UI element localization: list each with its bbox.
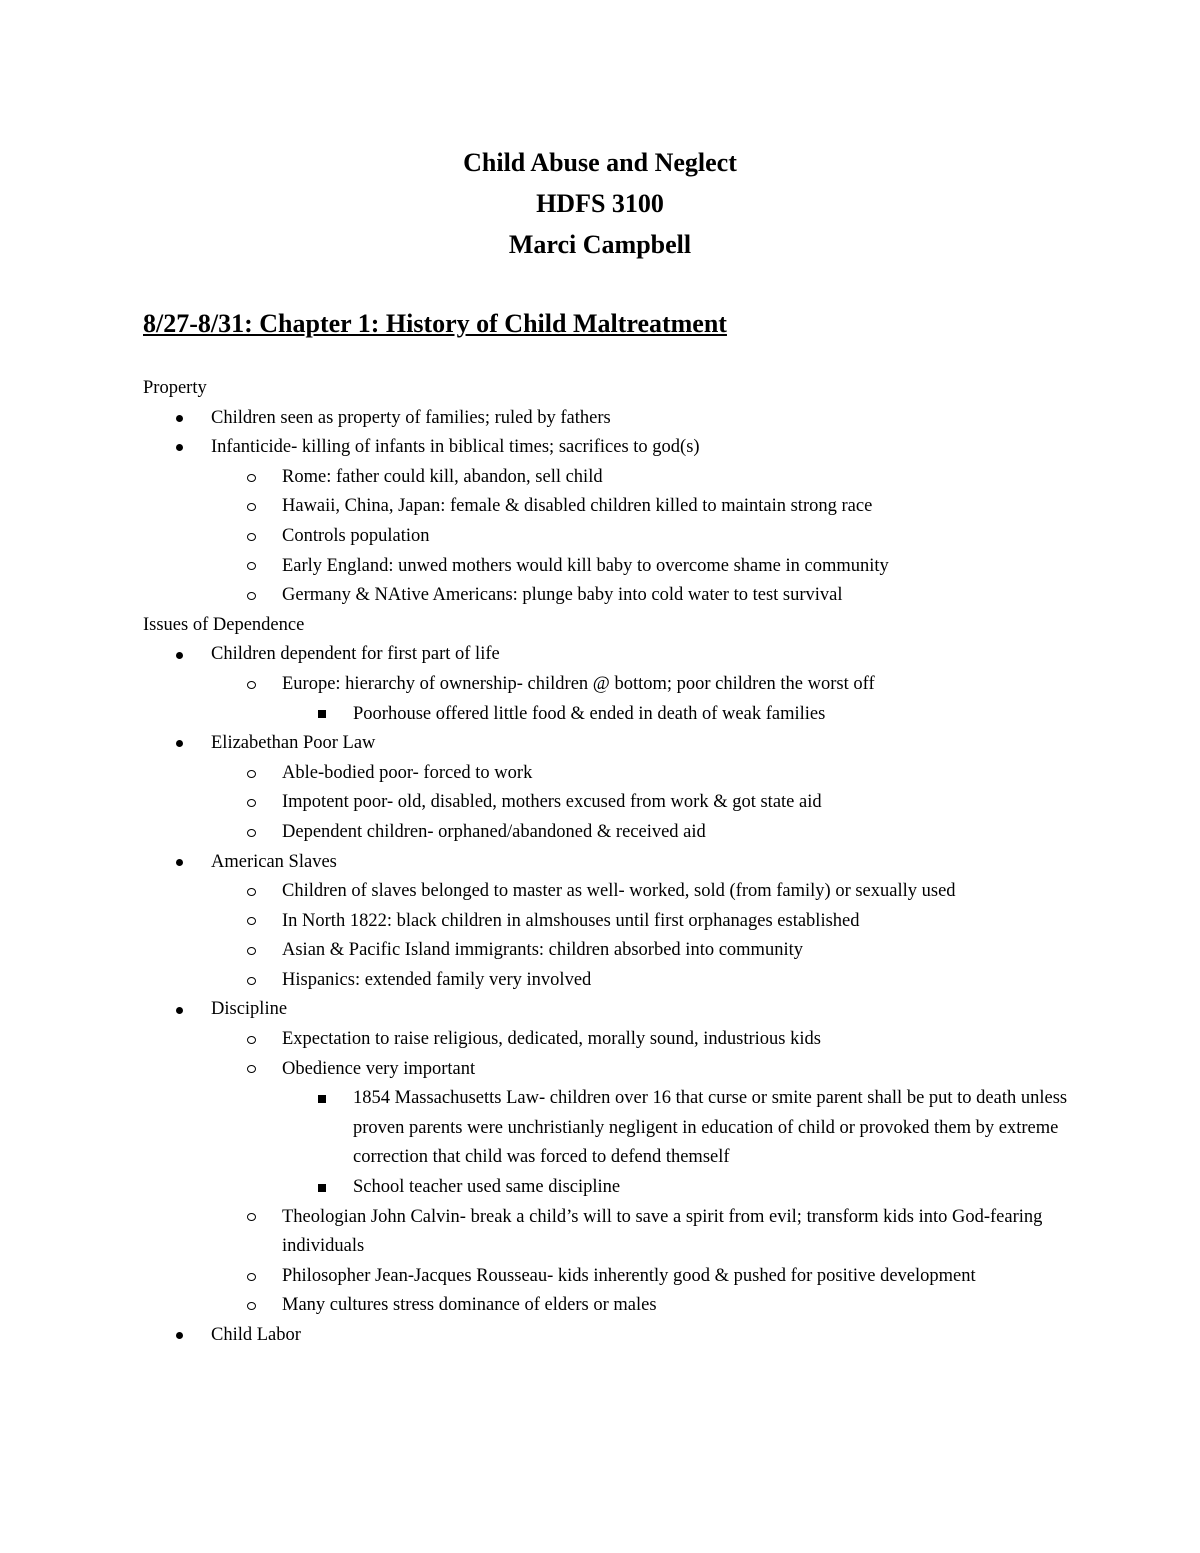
bullet-circle-icon bbox=[247, 1025, 256, 1055]
outline-item-level-3 bbox=[143, 700, 1073, 730]
outline-text: Europe: hierarchy of ownership- children @ bottom; poor children the worst off bbox=[282, 673, 875, 694]
bullet-circle-icon bbox=[247, 966, 256, 996]
outline-item-level-2 bbox=[143, 936, 1073, 966]
outline-item-level-1 bbox=[143, 640, 1073, 670]
outline-text: Theologian John Calvin- break a child’s will to save a spirit from evil; transform kids into God-fearing individuals bbox=[282, 1206, 1043, 1257]
outline-item-level-2 bbox=[143, 463, 1073, 493]
outline-text: Discipline bbox=[211, 999, 288, 1020]
bullet-circle-icon bbox=[247, 1203, 256, 1233]
bullet-circle-icon bbox=[247, 522, 256, 552]
bullet-disc-icon bbox=[176, 995, 183, 1025]
outline-item-level-2 bbox=[143, 818, 1073, 848]
bullet-disc-icon bbox=[176, 640, 183, 670]
outline-text: Child Labor bbox=[211, 1325, 301, 1345]
bullet-circle-icon bbox=[247, 492, 256, 522]
outline-text: Able-bodied poor- forced to work bbox=[282, 762, 533, 783]
outline-item-level-1 bbox=[143, 995, 1073, 1025]
outline-item-level-3 bbox=[143, 1173, 1073, 1203]
notes-outline bbox=[143, 374, 1073, 1351]
outline-text: Children dependent for first part of life bbox=[211, 644, 500, 665]
outline-text: Dependent children- orphaned/abandoned & received aid bbox=[282, 821, 706, 842]
outline-text: In North 1822: black children in almshouses until first orphanages established bbox=[282, 910, 860, 931]
outline-text: Early England: unwed mothers would kill baby to overcome shame in community bbox=[282, 555, 889, 576]
outline-text: Children of slaves belonged to master as well- worked, sold (from family) or sexually used bbox=[282, 881, 956, 902]
outline-item-level-2 bbox=[143, 1025, 1073, 1055]
outline-text: Issues of Dependence bbox=[143, 614, 305, 635]
outline-text: Rome: father could kill, abandon, sell child bbox=[282, 466, 603, 487]
outline-text: Obedience very important bbox=[282, 1058, 476, 1079]
outline-text: Property bbox=[143, 378, 207, 398]
outline-item-level-1 bbox=[143, 433, 1073, 463]
outline-item-level-1 bbox=[143, 848, 1073, 878]
outline-text: Children seen as property of families; ruled by fathers bbox=[211, 407, 611, 428]
author-name: Marci Campbell bbox=[508, 230, 692, 259]
outline-item-level-1 bbox=[143, 404, 1073, 434]
bullet-circle-icon bbox=[247, 463, 256, 493]
outline-item-level-2 bbox=[143, 670, 1073, 700]
outline-item-level-2 bbox=[143, 552, 1073, 582]
outline-text: Hawaii, China, Japan: female & disabled children killed to maintain strong race bbox=[282, 496, 873, 517]
outline-item-level-3 bbox=[143, 1084, 1073, 1173]
bullet-circle-icon bbox=[247, 581, 256, 611]
outline-item-level-2 bbox=[143, 966, 1073, 996]
bullet-circle-icon bbox=[247, 818, 256, 848]
bullet-disc-icon bbox=[176, 433, 183, 463]
document-title: Child Abuse and Neglect bbox=[463, 148, 737, 177]
section-label bbox=[143, 611, 1073, 641]
outline-item-level-2 bbox=[143, 877, 1073, 907]
course-code: HDFS 3100 bbox=[536, 189, 664, 218]
bullet-circle-icon bbox=[247, 877, 256, 907]
bullet-circle-icon bbox=[247, 670, 256, 700]
outline-text: 1854 Massachusetts Law- children over 16 that curse or smite parent shall be put to death unless proven parents were unchristianly negligent in education of child or provoked them by extreme correction that child was forced to defend themself bbox=[353, 1088, 1068, 1168]
bullet-square-icon bbox=[318, 700, 326, 730]
outline-item-level-2 bbox=[143, 1203, 1073, 1262]
outline-text: Controls population bbox=[282, 525, 430, 546]
bullet-square-icon bbox=[318, 1084, 326, 1114]
chapter-heading: 8/27-8/31: Chapter 1: History of Child Maltreatment bbox=[143, 309, 727, 338]
outline-text: Expectation to raise religious, dedicated, morally sound, industrious kids bbox=[282, 1029, 821, 1050]
outline-text: Infanticide- killing of infants in biblical times; sacrifices to god(s) bbox=[211, 437, 700, 458]
outline-text: Impotent poor- old, disabled, mothers excused from work & got state aid bbox=[282, 792, 822, 813]
bullet-circle-icon bbox=[247, 936, 256, 966]
bullet-circle-icon bbox=[247, 1055, 256, 1085]
bullet-square-icon bbox=[318, 1173, 326, 1203]
outline-text: Asian & Pacific Island immigrants: children absorbed into community bbox=[282, 940, 803, 961]
outline-item-level-2 bbox=[143, 907, 1073, 937]
outline-item-level-2 bbox=[143, 1291, 1073, 1321]
outline-item-level-2 bbox=[143, 1262, 1073, 1292]
title-block bbox=[0, 142, 1200, 265]
outline-text: Many cultures stress dominance of elders or males bbox=[282, 1295, 657, 1316]
outline-text: Philosopher Jean-Jacques Rousseau- kids inherently good & pushed for positive development bbox=[282, 1265, 976, 1286]
outline-text: American Slaves bbox=[211, 851, 337, 872]
outline-text: Germany & NAtive Americans: plunge baby into cold water to test survival bbox=[282, 585, 843, 606]
bullet-disc-icon bbox=[176, 1321, 183, 1351]
outline-text: Hispanics: extended family very involved bbox=[282, 969, 592, 990]
bullet-circle-icon bbox=[247, 1262, 256, 1292]
outline-item-level-2 bbox=[143, 788, 1073, 818]
bullet-circle-icon bbox=[247, 552, 256, 582]
section-label bbox=[143, 374, 1073, 404]
bullet-disc-icon bbox=[176, 848, 183, 878]
bullet-disc-icon bbox=[176, 729, 183, 759]
bullet-circle-icon bbox=[247, 1291, 256, 1321]
outline-item-level-2 bbox=[143, 1055, 1073, 1085]
bullet-circle-icon bbox=[247, 907, 256, 937]
outline-item-level-1 bbox=[143, 1321, 1073, 1351]
outline-item-level-2 bbox=[143, 492, 1073, 522]
bullet-circle-icon bbox=[247, 759, 256, 789]
outline-text: Poorhouse offered little food & ended in death of weak families bbox=[353, 703, 826, 724]
bullet-disc-icon bbox=[176, 404, 183, 434]
outline-item-level-1 bbox=[143, 729, 1073, 759]
outline-text: School teacher used same discipline bbox=[353, 1177, 621, 1198]
outline-item-level-2 bbox=[143, 581, 1073, 611]
bullet-circle-icon bbox=[247, 788, 256, 818]
outline-text: Elizabethan Poor Law bbox=[211, 733, 376, 754]
outline-item-level-2 bbox=[143, 522, 1073, 552]
outline-item-level-2 bbox=[143, 759, 1073, 789]
